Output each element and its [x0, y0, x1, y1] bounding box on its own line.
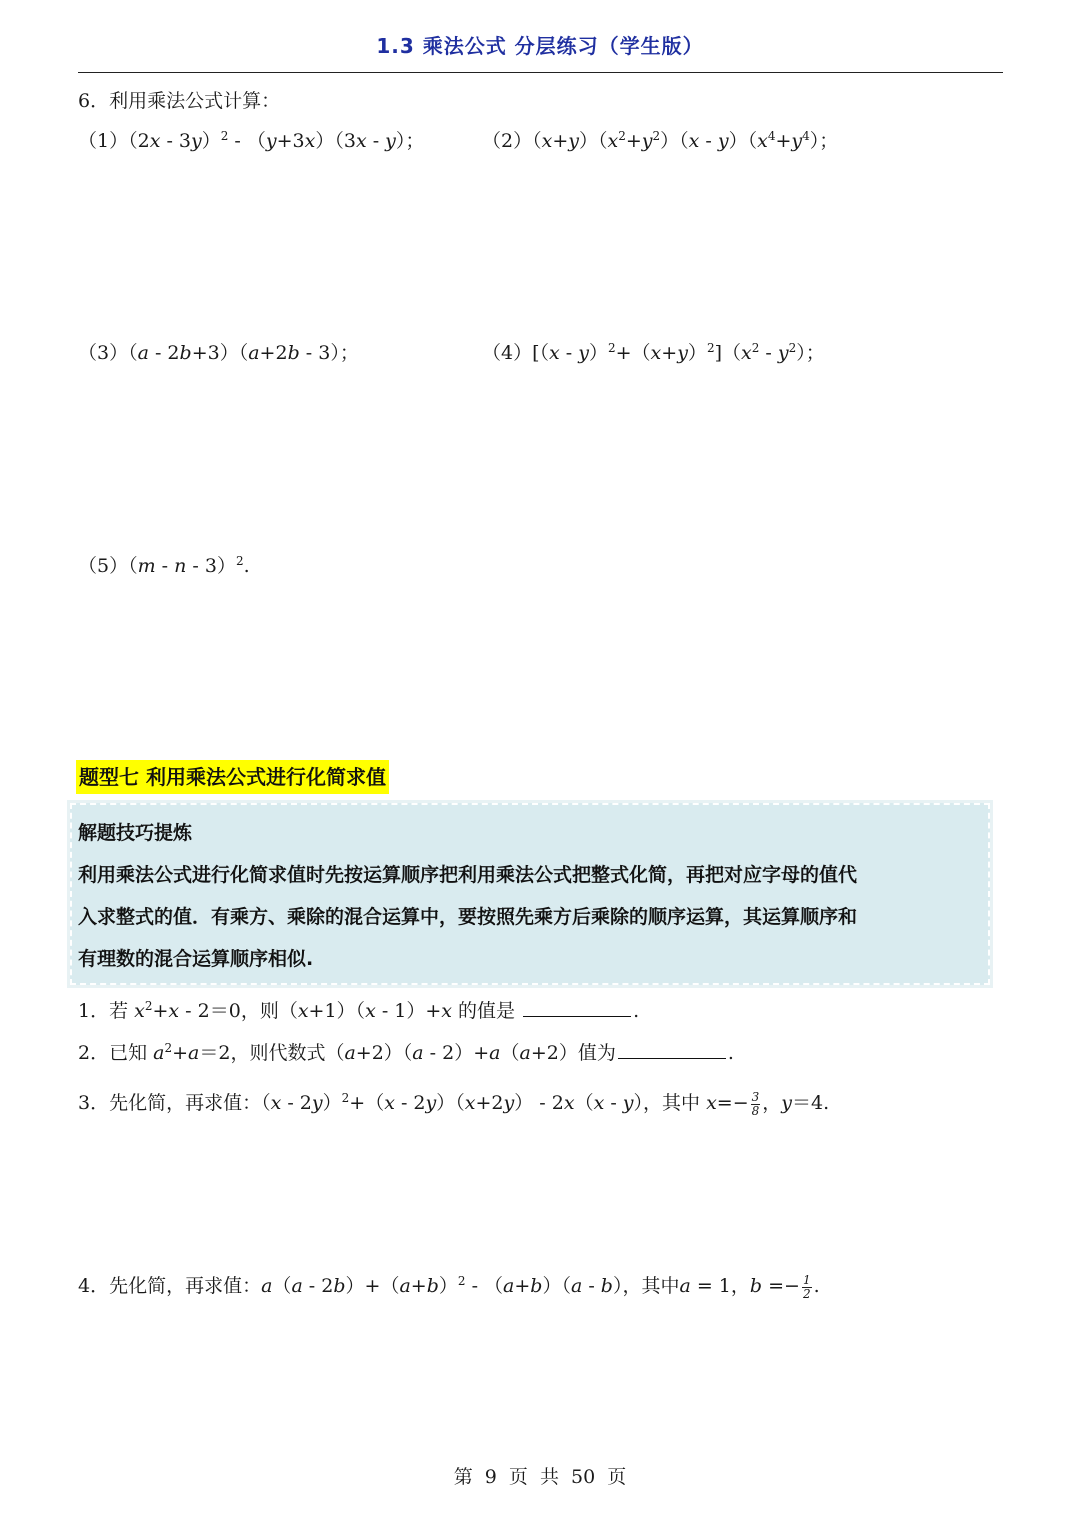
page-header-title: 1.3 乘法公式 分层练习（学生版） [376, 34, 704, 58]
tip-line-1: 利用乘法公式进行化简求值时先按运算顺序把利用乘法公式把整式化简，再把对应字母的值代 [78, 864, 858, 886]
question-6-part-5: （5）（m - n - 3）$^2$. [78, 554, 250, 577]
answer-blank-1[interactable] [523, 998, 631, 1017]
tip-heading: 解题技巧提炼 [78, 822, 193, 844]
question-2: 2．已知 $a^2+a=2$，则代数式（a+2）（a - 2）+a（a+2）值为 . [78, 1041, 734, 1064]
section-title-type-7: 题型七 利用乘法公式进行化简求值 [76, 760, 389, 794]
fraction-one-half: $\frac{1}{2}$ [802, 1272, 811, 1301]
tip-line-3: 有理数的混合运算顺序相似. [78, 948, 314, 970]
question-4: 4．先化简，再求值：$a(a - 2b)+(a+b)^2 - (a+b)(a - b)$，其中a = 1，b =− $\frac{1}{2}$ . [78, 1272, 820, 1301]
page-footer: 第 9 页 共 50 页 [453, 1466, 627, 1488]
fraction-three-eighths: $\frac{3}{8}$ [751, 1089, 760, 1118]
answer-blank-2[interactable] [618, 1040, 726, 1059]
question-6-stem: 6．利用乘法公式计算： [78, 90, 281, 112]
question-6-part-1: （1）（2x - 3y）$^2$ - （y+3x）（3x - y）； [78, 129, 425, 152]
question-6-part-4: $(4)[(x - y)^2+(x+y)^2](x^2 - y^2)$； [482, 341, 825, 364]
question-1: 1．若 $x^2+x - 2=0$，则（x+1）（x - 1）+x 的值是 . [78, 999, 640, 1022]
tip-line-2: 入求整式的值．有乘方、乘除的混合运算中，要按照先乘方后乘除的顺序运算，其运算顺序和 [78, 906, 858, 928]
question-3: 3．先化简，再求值：（x - 2y）$^2$+（x - 2y）（x+2y） - 2x（x - y），其中 x=− $\frac{3}{8}$ ，y＝4. [78, 1089, 830, 1118]
header-divider [78, 72, 1003, 73]
question-6-part-2: $(2)(x+y)(x^2+y^2)(x - y)(x^4+y^4)$； [482, 129, 839, 152]
question-6-part-3: （3）（a - 2b+3）（a+2b - 3）； [78, 342, 359, 364]
